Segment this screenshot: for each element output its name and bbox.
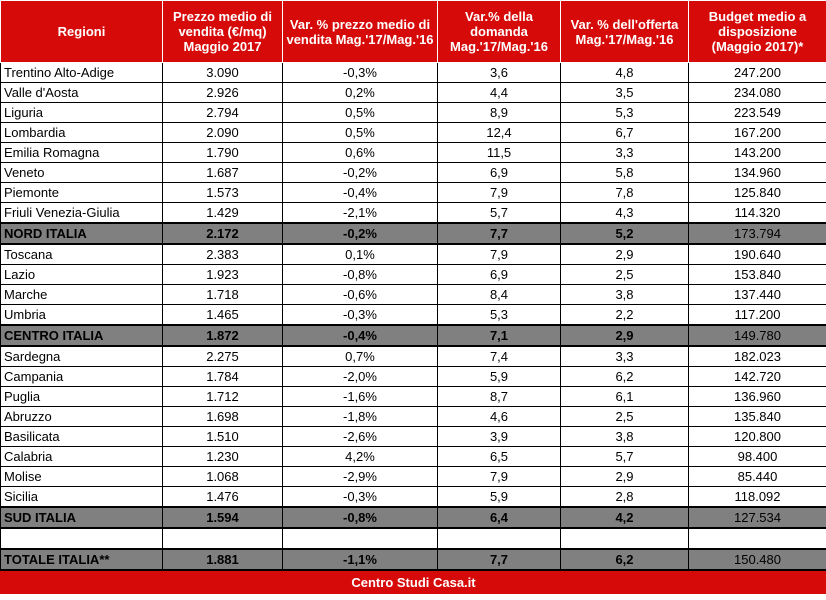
cell-prezzo: 1.698: [163, 407, 283, 427]
cell-regione: Umbria: [1, 305, 163, 326]
cell-regione: Puglia: [1, 387, 163, 407]
cell-var-prezzo: 0,7%: [283, 346, 438, 367]
cell-regione: Calabria: [1, 447, 163, 467]
cell-prezzo: 1.687: [163, 163, 283, 183]
cell-regione: Liguria: [1, 103, 163, 123]
cell-var-offerta: 2,8: [561, 487, 689, 508]
cell-regione: Sardegna: [1, 346, 163, 367]
cell-prezzo: 1.510: [163, 427, 283, 447]
cell-var-offerta: 5,3: [561, 103, 689, 123]
cell-var-prezzo: -0,6%: [283, 285, 438, 305]
table-row: [1, 103, 826, 123]
cell-var-domanda: 8,4: [438, 285, 561, 305]
cell-regione: Lombardia: [1, 123, 163, 143]
cell-var-prezzo: [283, 528, 438, 549]
cell-budget: 247.200: [689, 63, 826, 83]
cell-regione: SUD ITALIA: [1, 507, 163, 528]
total-row: [1, 507, 826, 528]
table-row: [1, 265, 826, 285]
cell-var-offerta: 4,8: [561, 63, 689, 83]
cell-var-offerta: 3,8: [561, 427, 689, 447]
table-row: [1, 83, 826, 103]
cell-prezzo: 1.068: [163, 467, 283, 487]
cell-var-domanda: 12,4: [438, 123, 561, 143]
cell-var-domanda: 5,3: [438, 305, 561, 326]
total-row: [1, 223, 826, 244]
cell-var-prezzo: -0,4%: [283, 325, 438, 346]
cell-prezzo: 1.718: [163, 285, 283, 305]
table-row: [1, 163, 826, 183]
cell-var-offerta: 6,7: [561, 123, 689, 143]
table-row: [1, 487, 826, 508]
cell-var-prezzo: 4,2%: [283, 447, 438, 467]
cell-budget: 120.800: [689, 427, 826, 447]
cell-prezzo: 2.275: [163, 346, 283, 367]
cell-var-offerta: 5,7: [561, 447, 689, 467]
cell-var-offerta: 6,2: [561, 549, 689, 570]
cell-var-prezzo: -0,3%: [283, 305, 438, 326]
table-row: [1, 407, 826, 427]
cell-budget: 149.780: [689, 325, 826, 346]
cell-var-prezzo: -1,8%: [283, 407, 438, 427]
table-row: [1, 427, 826, 447]
cell-prezzo: 1.476: [163, 487, 283, 508]
header-prezzo-medio: Prezzo medio di vendita (€/mq) Maggio 2017: [163, 1, 283, 63]
cell-var-domanda: 6,9: [438, 163, 561, 183]
cell-regione: NORD ITALIA: [1, 223, 163, 244]
cell-budget: 98.400: [689, 447, 826, 467]
cell-var-offerta: 3,5: [561, 83, 689, 103]
cell-budget: 135.840: [689, 407, 826, 427]
cell-var-domanda: 8,9: [438, 103, 561, 123]
cell-var-prezzo: -0,3%: [283, 63, 438, 83]
cell-prezzo: 1.429: [163, 203, 283, 224]
cell-var-domanda: 8,7: [438, 387, 561, 407]
cell-var-offerta: [561, 528, 689, 549]
cell-var-domanda: [438, 528, 561, 549]
cell-budget: 173.794: [689, 223, 826, 244]
table-row: [1, 367, 826, 387]
cell-var-prezzo: -1,6%: [283, 387, 438, 407]
cell-budget: 153.840: [689, 265, 826, 285]
cell-var-prezzo: -0,2%: [283, 163, 438, 183]
cell-var-domanda: 5,9: [438, 487, 561, 508]
cell-var-offerta: 2,5: [561, 407, 689, 427]
cell-var-prezzo: -0,2%: [283, 223, 438, 244]
cell-var-prezzo: -0,3%: [283, 487, 438, 508]
total-row: [1, 325, 826, 346]
cell-var-domanda: 5,9: [438, 367, 561, 387]
cell-regione: Emilia Romagna: [1, 143, 163, 163]
cell-prezzo: 1.790: [163, 143, 283, 163]
cell-var-domanda: 7,7: [438, 549, 561, 570]
cell-var-prezzo: -2,0%: [283, 367, 438, 387]
cell-budget: 85.440: [689, 467, 826, 487]
table-row: [1, 63, 826, 83]
cell-var-offerta: 3,3: [561, 143, 689, 163]
cell-prezzo: 1.881: [163, 549, 283, 570]
cell-var-prezzo: 0,5%: [283, 123, 438, 143]
cell-budget: 150.480: [689, 549, 826, 570]
table-row: [1, 305, 826, 326]
table-row: [1, 467, 826, 487]
cell-var-prezzo: -0,4%: [283, 183, 438, 203]
header-row: [1, 1, 826, 63]
table-row: [1, 346, 826, 367]
table-row: [1, 123, 826, 143]
cell-var-prezzo: -0,8%: [283, 265, 438, 285]
cell-regione: CENTRO ITALIA: [1, 325, 163, 346]
cell-regione: Veneto: [1, 163, 163, 183]
cell-prezzo: 1.465: [163, 305, 283, 326]
header-budget: Budget medio a disposizione (Maggio 2017)*: [689, 1, 826, 63]
cell-var-offerta: 2,9: [561, 244, 689, 265]
cell-regione: Basilicata: [1, 427, 163, 447]
cell-budget: 134.960: [689, 163, 826, 183]
cell-budget: 167.200: [689, 123, 826, 143]
cell-prezzo: 1.230: [163, 447, 283, 467]
header-regioni: Regioni: [1, 1, 163, 63]
footer-source: Centro Studi Casa.it: [1, 570, 826, 594]
cell-var-prezzo: 0,6%: [283, 143, 438, 163]
cell-var-domanda: 7,1: [438, 325, 561, 346]
cell-var-prezzo: 0,2%: [283, 83, 438, 103]
cell-regione: Sicilia: [1, 487, 163, 508]
cell-var-domanda: 7,9: [438, 183, 561, 203]
cell-budget: 142.720: [689, 367, 826, 387]
table-footer: [1, 570, 826, 594]
cell-var-domanda: 4,6: [438, 407, 561, 427]
cell-var-offerta: 6,2: [561, 367, 689, 387]
table-header: [1, 1, 826, 63]
cell-prezzo: [163, 528, 283, 549]
cell-var-offerta: 3,8: [561, 285, 689, 305]
cell-var-domanda: 7,9: [438, 467, 561, 487]
cell-prezzo: 2.383: [163, 244, 283, 265]
cell-var-prezzo: -2,6%: [283, 427, 438, 447]
cell-budget: 114.320: [689, 203, 826, 224]
cell-prezzo: 2.926: [163, 83, 283, 103]
cell-prezzo: 1.872: [163, 325, 283, 346]
table-body: [1, 63, 826, 571]
cell-var-offerta: 4,2: [561, 507, 689, 528]
cell-prezzo: 2.172: [163, 223, 283, 244]
cell-var-domanda: 3,6: [438, 63, 561, 83]
cell-regione: Campania: [1, 367, 163, 387]
cell-regione: Marche: [1, 285, 163, 305]
cell-prezzo: 1.923: [163, 265, 283, 285]
cell-var-domanda: 7,4: [438, 346, 561, 367]
table-row: [1, 285, 826, 305]
cell-budget: [689, 528, 826, 549]
spacer-row: [1, 528, 826, 549]
cell-budget: 190.640: [689, 244, 826, 265]
cell-prezzo: 1.594: [163, 507, 283, 528]
cell-var-offerta: 2,2: [561, 305, 689, 326]
cell-var-prezzo: -2,9%: [283, 467, 438, 487]
cell-prezzo: 3.090: [163, 63, 283, 83]
cell-regione: Friuli Venezia-Giulia: [1, 203, 163, 224]
table-row: [1, 143, 826, 163]
table-row: [1, 387, 826, 407]
cell-regione: Molise: [1, 467, 163, 487]
cell-var-domanda: 5,7: [438, 203, 561, 224]
cell-budget: 234.080: [689, 83, 826, 103]
cell-prezzo: 1.712: [163, 387, 283, 407]
header-var-prezzo: Var. % prezzo medio di vendita Mag.'17/Mag.'16: [283, 1, 438, 63]
cell-var-domanda: 11,5: [438, 143, 561, 163]
cell-budget: 182.023: [689, 346, 826, 367]
cell-var-offerta: 2,9: [561, 467, 689, 487]
cell-var-domanda: 4,4: [438, 83, 561, 103]
cell-regione: [1, 528, 163, 549]
cell-prezzo: 2.794: [163, 103, 283, 123]
cell-var-domanda: 6,4: [438, 507, 561, 528]
header-var-domanda: Var.% della domanda Mag.'17/Mag.'16: [438, 1, 561, 63]
cell-prezzo: 1.573: [163, 183, 283, 203]
cell-regione: Toscana: [1, 244, 163, 265]
cell-var-prezzo: 0,1%: [283, 244, 438, 265]
cell-regione: Lazio: [1, 265, 163, 285]
table-row: [1, 203, 826, 224]
cell-budget: 143.200: [689, 143, 826, 163]
cell-budget: 117.200: [689, 305, 826, 326]
cell-var-prezzo: -1,1%: [283, 549, 438, 570]
cell-budget: 127.534: [689, 507, 826, 528]
cell-regione: Piemonte: [1, 183, 163, 203]
cell-var-domanda: 3,9: [438, 427, 561, 447]
total-row: [1, 549, 826, 570]
cell-prezzo: 1.784: [163, 367, 283, 387]
cell-var-offerta: 4,3: [561, 203, 689, 224]
cell-var-prezzo: -2,1%: [283, 203, 438, 224]
table-row: [1, 183, 826, 203]
cell-var-offerta: 2,9: [561, 325, 689, 346]
cell-regione: TOTALE ITALIA**: [1, 549, 163, 570]
cell-var-offerta: 5,8: [561, 163, 689, 183]
cell-budget: 137.440: [689, 285, 826, 305]
cell-regione: Trentino Alto-Adige: [1, 63, 163, 83]
cell-var-prezzo: -0,8%: [283, 507, 438, 528]
cell-prezzo: 2.090: [163, 123, 283, 143]
header-var-offerta: Var. % dell'offerta Mag.'17/Mag.'16: [561, 1, 689, 63]
cell-var-domanda: 7,7: [438, 223, 561, 244]
cell-var-domanda: 6,5: [438, 447, 561, 467]
cell-budget: 136.960: [689, 387, 826, 407]
cell-var-offerta: 7,8: [561, 183, 689, 203]
table-row: [1, 447, 826, 467]
table-row: [1, 244, 826, 265]
cell-budget: 118.092: [689, 487, 826, 508]
cell-var-offerta: 3,3: [561, 346, 689, 367]
cell-var-domanda: 7,9: [438, 244, 561, 265]
cell-budget: 223.549: [689, 103, 826, 123]
cell-budget: 125.840: [689, 183, 826, 203]
cell-regione: Abruzzo: [1, 407, 163, 427]
cell-var-prezzo: 0,5%: [283, 103, 438, 123]
cell-var-offerta: 6,1: [561, 387, 689, 407]
cell-regione: Valle d'Aosta: [1, 83, 163, 103]
cell-var-offerta: 5,2: [561, 223, 689, 244]
cell-var-domanda: 6,9: [438, 265, 561, 285]
cell-var-offerta: 2,5: [561, 265, 689, 285]
